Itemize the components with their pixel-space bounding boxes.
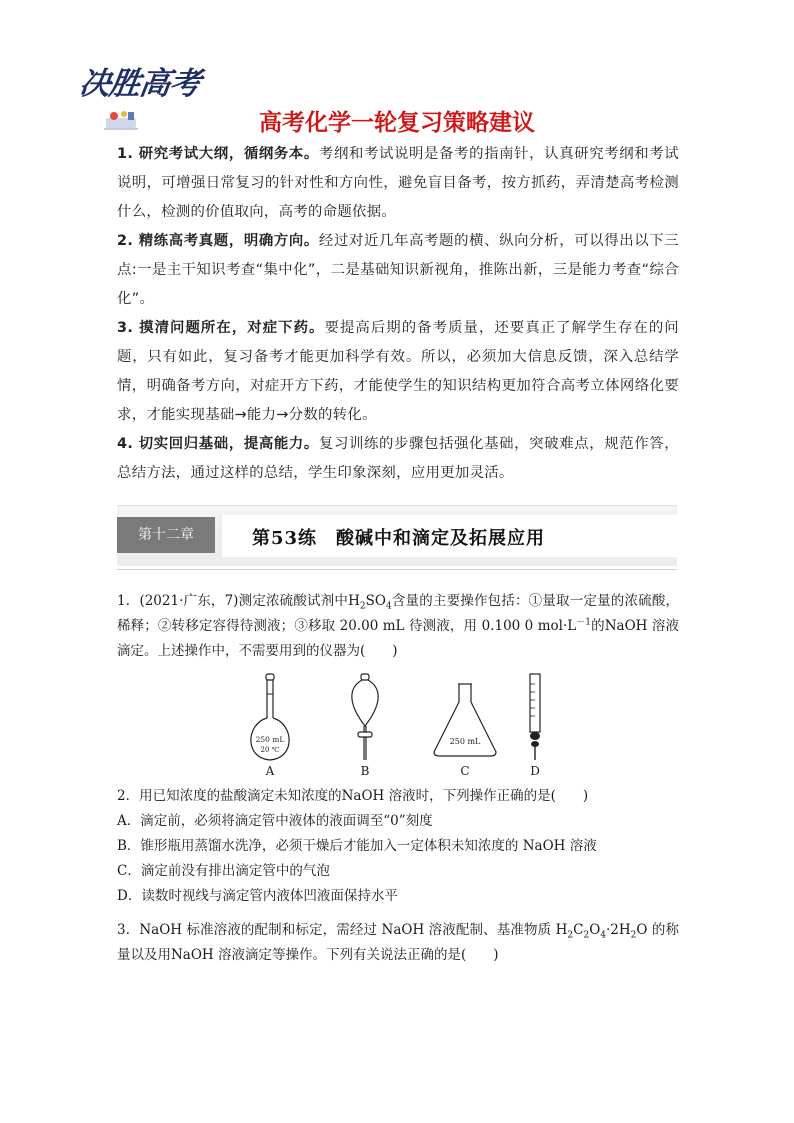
strategy-body: 经过对近几年高考题的横、纵向分析，可以得出以下三点:一是主干知识考查“集中化”，二是基础知识新视角，推陈出新，三是能力考查“综合化”。 <box>117 233 679 307</box>
question-1-stem: 1．(2021·广东，7)测定浓硫酸试剂中$H_2SO_4$含量的主要操作包括：①量取一定量的浓硫酸，稀释；②转移定容得待测液；③移取 20.00 mL 待测液，用 0.100 0 $mol\cdot L^{-1}$的NaOH 溶液滴定。上述操作中，不需要用到的仪器为( ) <box>117 593 679 659</box>
strategy-item <box>117 430 679 488</box>
question-2-stem: 2．用已知浓度的盐酸滴定未知浓度的NaOH 溶液时，下列操作正确的是( ) <box>117 788 589 804</box>
strategy-lead: 2. 精练高考真题，明确方向。 <box>117 233 319 249</box>
question-2-option-a: A．滴定前，必须将滴定管中液体的液面调至“0”刻度 <box>117 813 433 829</box>
strategy-item <box>117 140 679 227</box>
burette-icon <box>520 672 550 764</box>
question-2-option-d: D．读数时视线与滴定管内液体凹液面保持水平 <box>117 888 398 904</box>
strategy-section <box>117 140 679 488</box>
question-2-option-b: B．锥形瓶用蒸馏水洗净，必须干燥后才能加入一定体积未知浓度的 NaOH 溶液 <box>117 838 597 854</box>
flask-a-volume: 250 mL <box>255 735 285 744</box>
flask-a-temp: 20 ℃ <box>260 746 280 754</box>
chapter-banner <box>117 505 677 570</box>
apparatus-figure <box>240 672 560 780</box>
strategy-item <box>117 227 679 314</box>
question-3 <box>117 918 679 968</box>
question-3-stem: 3．NaOH 标准溶液的配制和标定，需经过 NaOH 溶液配制、基准物质 $H_2C_2O_4\cdot 2H_2O$ 的称量以及用NaOH 溶液滴定等操作。下列有关说法正确的是( ) <box>117 922 680 963</box>
option-label-a: A <box>265 764 275 778</box>
strategy-lead: 3. 摸清问题所在，对症下药。 <box>117 320 325 336</box>
page-title: 高考化学一轮复习策略建议 <box>259 110 535 136</box>
strategy-body: 要提高后期的备考质量，还要真正了解学生存在的问题，只有如此，复习备考才能更加科学有效。所以，必须加大信息反馈，深入总结学情，明确备考方向，对症开方下药，才能使学生的知识结构更加符合高考立体网络化要求，才能实现基础→能力→分数的转化。 <box>117 320 679 423</box>
separatory-funnel-icon <box>340 672 390 764</box>
logo-text: 决胜高考 <box>76 66 203 102</box>
strategy-lead: 4. 切实回归基础，提高能力。 <box>117 436 319 452</box>
flask-c-volume: 250 mL <box>449 737 481 746</box>
strategy-body: 考纲和考试说明是备考的指南针，认真研究考纲和考试说明，可增强日常复习的针对性和方向性，避免盲目备考，按方抓药，弄清楚高考检测什么，检测的价值取向，高考的命题依据。 <box>117 146 679 220</box>
conical-flask-icon <box>430 672 500 764</box>
divider <box>117 569 677 570</box>
exercise-title: 第53练 酸碱中和滴定及拓展应用 <box>252 528 546 549</box>
option-label-c: C <box>460 764 470 778</box>
banner-card <box>219 515 680 557</box>
question-1 <box>117 589 679 664</box>
strategy-body: 复习训练的步骤包括强化基础，突破难点，规范作答，总结方法，通过这样的总结，学生印象深刻，应用更加灵活。 <box>117 436 679 481</box>
volumetric-flask-icon <box>240 672 300 764</box>
chapter-label: 第十二章 <box>117 517 215 553</box>
question-2 <box>117 784 679 909</box>
question-2-option-c: C．滴定前没有排出滴定管中的气泡 <box>117 863 330 879</box>
strategy-item <box>117 314 679 430</box>
strategy-lead: 1. 研究考试大纲，循纲务本。 <box>117 146 319 162</box>
option-label-d: D <box>530 764 540 778</box>
option-label-b: B <box>360 764 370 778</box>
